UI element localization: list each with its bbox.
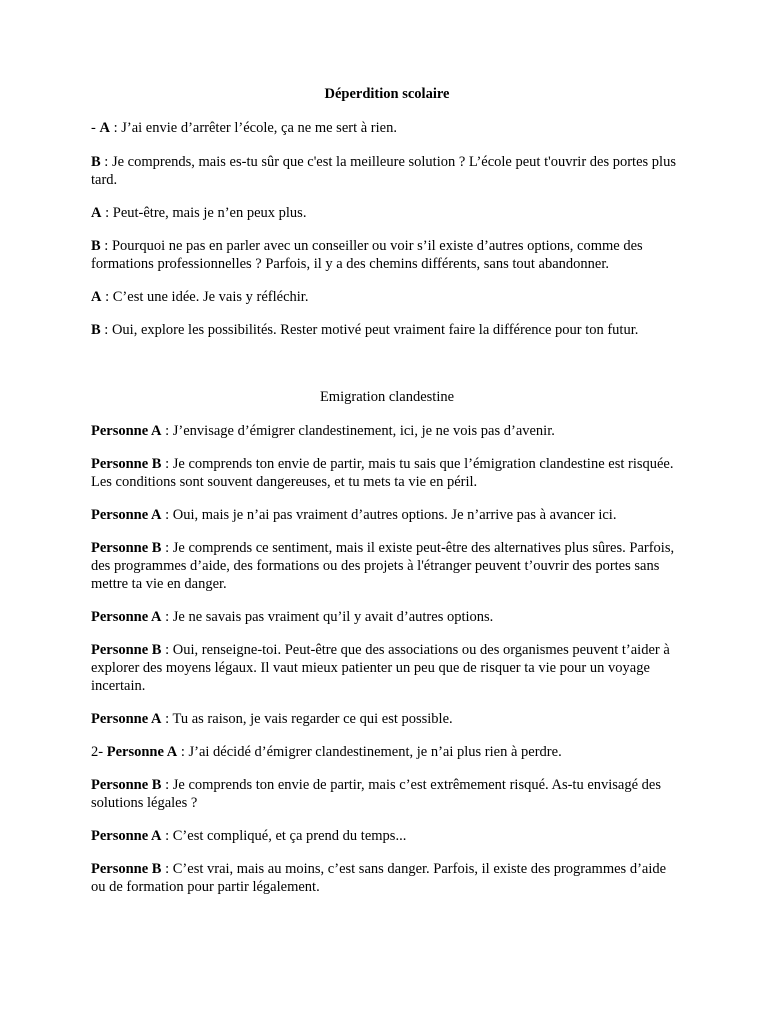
line-text: : Oui, renseigne-toi. Peut-être que des associations ou des organismes peuvent t’aider à explorer des moyens légaux. Il vaut mieux patienter un peu que de risquer ta vie pour un voyage incertain.: [91, 642, 670, 694]
speaker-label: B: [91, 238, 101, 254]
dialogue-line: [91, 827, 683, 845]
speaker-label: A: [99, 120, 110, 136]
dialogue-line: [91, 288, 683, 306]
line-prefix: -: [91, 120, 100, 136]
speaker-label: A: [91, 289, 102, 305]
line-text: : C’est une idée. Je vais y réfléchir.: [101, 289, 309, 305]
line-text: : J’ai décidé d’émigrer clandestinement, je n’ai plus rien à perdre.: [177, 744, 562, 760]
dialogue-line: [91, 860, 683, 896]
document-page: [91, 85, 683, 896]
line-text: : Je comprends ton envie de partir, mais c’est extrêmement risqué. As-tu envisagé des solutions légales ?: [91, 777, 662, 811]
speaker-label: Personne A: [91, 609, 162, 625]
line-text: : Je ne savais pas vraiment qu’il y avait d’autres options.: [161, 609, 494, 625]
dialogue-line: [91, 776, 683, 812]
dialogue-line: [91, 422, 683, 440]
speaker-label: Personne B: [91, 456, 162, 472]
dialogue-line: [91, 119, 683, 137]
line-text: : C’est compliqué, et ça prend du temps...: [161, 828, 407, 844]
section-1-title: Déperdition scolaire: [324, 86, 450, 102]
line-prefix: 2-: [91, 744, 107, 760]
dialogue-line: [91, 204, 683, 222]
line-text: : J’envisage d’émigrer clandestinement, ici, je ne vois pas d’avenir.: [161, 423, 555, 439]
line-text: : Pourquoi ne pas en parler avec un conseiller ou voir s’il existe d’autres options, comme des formations professionnelles ? Parfois, il y a des chemins différents, sans tout abandonner.: [91, 238, 643, 272]
speaker-label: Personne A: [106, 744, 178, 760]
line-text: : Oui, explore les possibilités. Rester motivé peut vraiment faire la différence pour ton futur.: [100, 322, 639, 338]
speaker-label: Personne B: [91, 642, 162, 658]
speaker-label: Personne B: [91, 540, 162, 556]
section-2-title: Emigration clandestine: [319, 389, 455, 405]
dialogue-line: [91, 506, 683, 524]
speaker-label: Personne A: [91, 711, 162, 727]
speaker-label: Personne B: [91, 777, 162, 793]
speaker-label: Personne A: [91, 507, 162, 523]
line-text: : Je comprends ce sentiment, mais il existe peut-être des alternatives plus sûres. Parfois, des programmes d’aide, des formations ou des projets à l'étranger peuvent t’ouvrir des portes sans mettre ta vie en danger.: [91, 540, 675, 592]
line-text: : Peut-être, mais je n’en peux plus.: [101, 205, 307, 221]
speaker-label: Personne B: [91, 861, 162, 877]
speaker-label: Personne A: [91, 828, 162, 844]
line-text: : Je comprends ton envie de partir, mais tu sais que l’émigration clandestine est risquée. Les conditions sont souvent dangereuses, et tu mets ta vie en péril.: [91, 456, 674, 490]
dialogue-line: [91, 710, 683, 728]
line-text: : J’ai envie d’arrêter l’école, ça ne me sert à rien.: [109, 120, 397, 136]
line-text: : C’est vrai, mais au moins, c’est sans danger. Parfois, il existe des programmes d’aide ou de formation pour partir légalement.: [91, 861, 667, 895]
line-text: : Tu as raison, je vais regarder ce qui est possible.: [161, 711, 453, 727]
dialogue-line: [91, 153, 683, 189]
line-text: : Je comprends, mais es-tu sûr que c'est la meilleure solution ? L’école peut t'ouvrir des portes plus tard.: [91, 154, 676, 188]
speaker-label: B: [91, 154, 101, 170]
dialogue-line: [91, 539, 683, 593]
dialogue-line: [91, 743, 683, 761]
dialogue-line: [91, 608, 683, 626]
dialogue-line: [91, 455, 683, 491]
line-text: : Oui, mais je n’ai pas vraiment d’autres options. Je n’arrive pas à avancer ici.: [161, 507, 617, 523]
speaker-label: Personne A: [91, 423, 162, 439]
dialogue-line: [91, 641, 683, 695]
speaker-label: B: [91, 322, 101, 338]
dialogue-line: [91, 321, 683, 339]
speaker-label: A: [91, 205, 102, 221]
dialogue-line: [91, 237, 683, 273]
